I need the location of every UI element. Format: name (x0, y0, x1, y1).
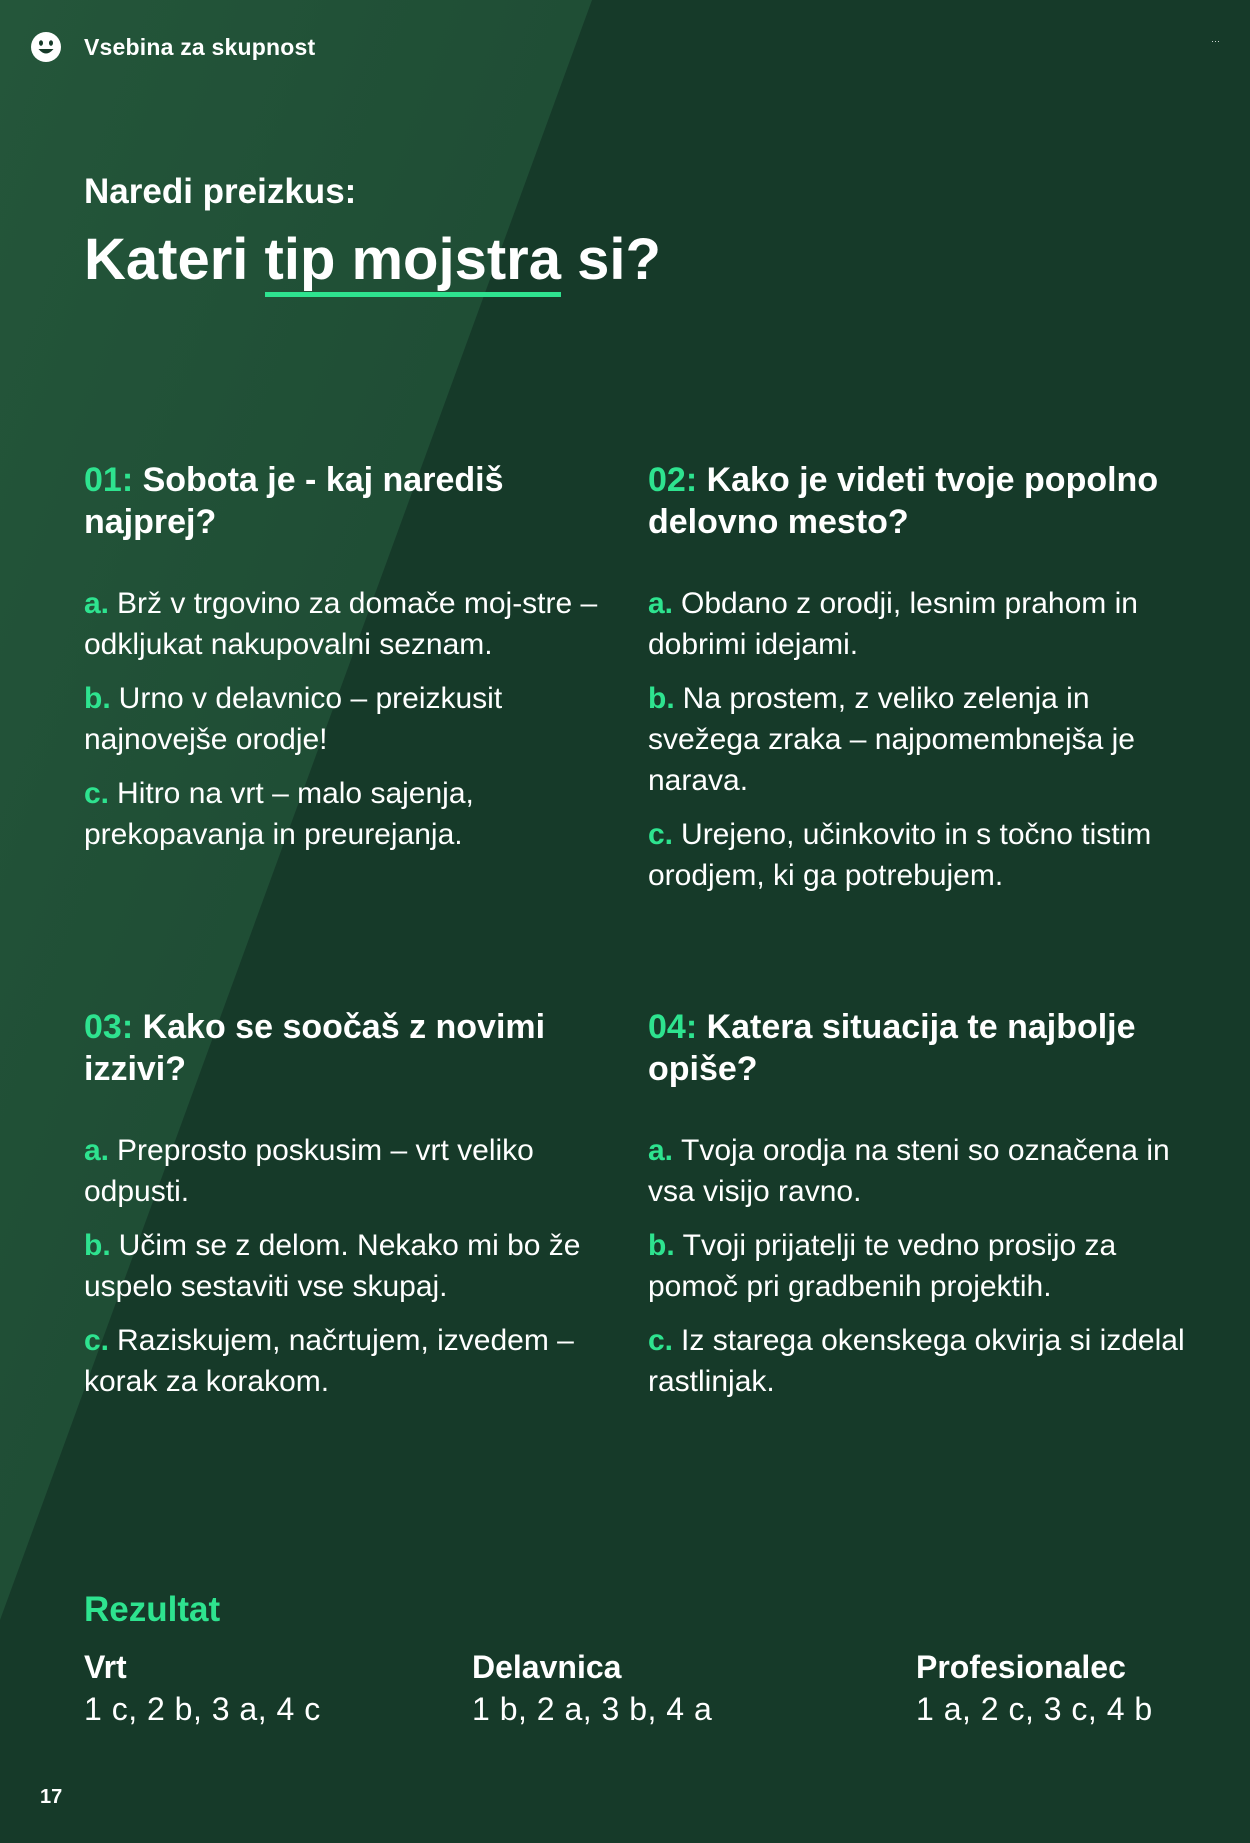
quiz-title (84, 226, 661, 293)
option-letter: b. (84, 1229, 111, 1262)
result-type-profesionalec (916, 1647, 1153, 1731)
answer-option (648, 583, 1208, 665)
option-letter: a. (648, 1134, 674, 1167)
option-text: Urno v delavnico – preizkusit najnovejše orodje! (84, 682, 503, 756)
question-text: Kako se soočaš z novimi izzivi? (84, 1008, 546, 1088)
answer-option (648, 1225, 1208, 1307)
option-text: Raziskujem, načrtujem, izvedem – korak za korakom. (84, 1324, 574, 1398)
question-number: 01: (84, 461, 134, 499)
title-part: Kateri (84, 227, 265, 292)
option-letter: c. (84, 1324, 110, 1357)
question-heading (84, 459, 604, 543)
answer-option (84, 773, 604, 855)
option-text: Na prostem, z veliko zelenja in svežega zraka – najpomembnejša je narava. (648, 682, 1135, 797)
result-type-name: Profesionalec (916, 1649, 1126, 1685)
result-type-vrt (84, 1647, 321, 1731)
question-heading (648, 1006, 1208, 1090)
option-text: Tvoja orodja na steni so označena in vsa visijo ravno. (648, 1134, 1170, 1208)
option-text: Obdano z orodji, lesnim prahom in dobrimi idejami. (648, 587, 1138, 661)
option-letter: a. (84, 587, 110, 620)
title-part: si? (561, 227, 661, 292)
answer-option (648, 814, 1208, 896)
section-header (30, 30, 315, 64)
section-title: Vsebina za skupnost (84, 33, 316, 60)
smiley-icon (30, 31, 62, 63)
page-number: 17 (40, 1786, 63, 1808)
answer-option (84, 678, 604, 760)
result-type-delavnica (472, 1647, 712, 1731)
question-text: Katera situacija te najbolje opiše? (648, 1008, 1136, 1088)
option-text: Tvoji prijatelji te vedno prosijo za pomoč pri gradbenih projektih. (648, 1229, 1117, 1303)
option-text: Iz starega okenskega okvirja si izdelal rastlinjak. (648, 1324, 1185, 1398)
question-1 (84, 459, 604, 868)
answer-option (648, 1130, 1208, 1212)
option-text: Učim se z delom. Nekako mi bo že uspelo sestaviti vse skupaj. (84, 1229, 581, 1303)
question-3 (84, 1006, 604, 1415)
question-heading (648, 459, 1208, 543)
option-letter: c. (648, 818, 674, 851)
answer-option (648, 1320, 1208, 1402)
question-number: 03: (84, 1008, 134, 1046)
question-4 (648, 1006, 1208, 1415)
option-letter: c. (84, 777, 110, 810)
question-text: Sobota je - kaj narediš najprej? (84, 461, 504, 541)
answer-option (84, 583, 604, 665)
answer-option (84, 1320, 604, 1402)
option-letter: b. (648, 682, 675, 715)
question-2 (648, 459, 1208, 909)
quiz-kicker: Naredi preizkus: (84, 172, 357, 211)
result-type-answers: 1 c, 2 b, 3 a, 4 c (84, 1691, 321, 1727)
question-number: 02: (648, 461, 698, 499)
result-heading: Rezultat (84, 1590, 221, 1629)
result-type-name: Delavnica (472, 1649, 622, 1685)
option-letter: a. (84, 1134, 110, 1167)
answer-option (648, 678, 1208, 801)
result-type-answers: 1 b, 2 a, 3 b, 4 a (472, 1691, 713, 1727)
option-letter: b. (84, 682, 111, 715)
option-text: Preprosto poskusim – vrt veliko odpusti. (84, 1134, 534, 1208)
result-type-answers: 1 a, 2 c, 3 c, 4 b (916, 1691, 1153, 1727)
option-text: Brž v trgovino za domače moj-stre – odkljukat nakupovalni seznam. (84, 587, 598, 661)
option-letter: c. (648, 1324, 674, 1357)
question-number: 04: (648, 1008, 698, 1046)
option-letter: a. (648, 587, 674, 620)
question-heading (84, 1006, 604, 1090)
option-text: Hitro na vrt – malo sajenja, prekopavanja in preurejanja. (84, 777, 474, 851)
title-highlight: tip mojstra (265, 227, 562, 297)
answer-option (84, 1225, 604, 1307)
question-text: Kako je videti tvoje popolno delovno mesto? (648, 461, 1159, 541)
option-letter: b. (648, 1229, 675, 1262)
result-type-name: Vrt (84, 1649, 127, 1685)
option-text: Urejeno, učinkovito in s točno tistim orodjem, ki ga potrebujem. (648, 818, 1152, 892)
corner-mark: ··· (1211, 36, 1220, 46)
answer-option (84, 1130, 604, 1212)
